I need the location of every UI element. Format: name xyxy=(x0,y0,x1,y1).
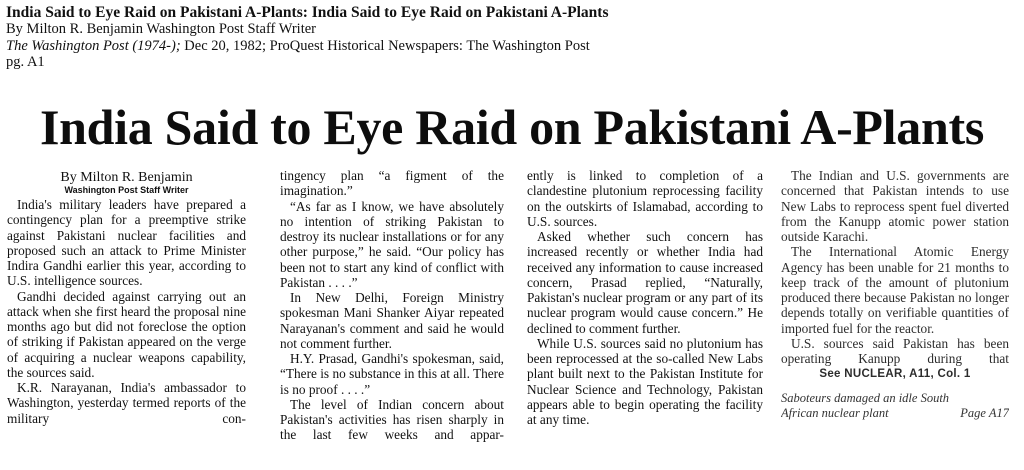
related-story-title-line: Saboteurs damaged an idle South xyxy=(781,391,950,406)
article-paragraph: While U.S. sources said no plutonium has been reprocessed at the so-called New Labs plant built next to the Pakistan Institute for Nuclear Science and Technology, Pakistan appears able to begin operating the facility at any time. xyxy=(527,335,763,427)
article-paragraph: tingency plan “a figment of the imagination.” xyxy=(280,168,504,199)
article-paragraph: “As far as I know, we have absolutely no intention of striking Pakistan to destroy its nuclear installations or for any other purpose,” he said. “Our policy has been not to start any kind of conflict with Pakistan . . . .” xyxy=(280,198,504,290)
article-paragraph: India's military leaders have prepared a contingency plan for a preemptive strike against Pakistani nuclear facilities and proposed such an attack to Prime Minister Indira Gandhi earlier this year, according to U.S. intelligence sources. xyxy=(7,197,246,289)
citation-source xyxy=(6,38,1016,55)
article-paragraph: ently is linked to completion of a clandestine plutonium reprocessing facility on the outskirts of Islamabad, according to U.S. sources. xyxy=(527,168,763,229)
article-paragraph: The Indian and U.S. governments are concerned that Pakistan intends to use New Labs to reprocess spent fuel diverted from the Kanupp atomic power station outside Karachi. xyxy=(781,168,1009,244)
related-story-teaser xyxy=(781,391,1009,421)
article-headline: India Said to Eye Raid on Pakistani A-Plants xyxy=(40,99,984,155)
citation-page: pg. A1 xyxy=(6,54,45,70)
citation-title: India Said to Eye Raid on Pakistani A-Plants: India Said to Eye Raid on Pakistani A-Plants xyxy=(6,4,609,21)
article-column-2 xyxy=(280,168,504,468)
article-paragraph: The International Atomic Energy Agency has been unable for 21 months to keep track of the amount of plutonium produced there because Pakistan no longer depends totally on verifiable quantities of imported fuel for the reactor. xyxy=(781,244,1009,336)
article-paragraph: The level of Indian concern about Pakistan's activities has risen sharply in the last few weeks and appar- xyxy=(280,396,504,443)
article-column-3 xyxy=(527,168,763,468)
byline-title: Washington Post Staff Writer xyxy=(64,185,189,195)
article-paragraph: Gandhi decided against carrying out an attack when she first heard the proposal nine months ago but did not foreclose the option of striking if Pakistan appeared on the verge of acquiring a nuclear weapons capability, the sources said. xyxy=(7,288,246,380)
article-paragraph: Asked whether such concern has increased recently or whether India had received any information to cause increased concern, Prasad replied, “Naturally, Pakistan's nuclear program or any part of its nuclear program would cause concern.” He declined to comment further. xyxy=(527,229,763,336)
article-paragraph: U.S. sources said Pakistan has been operating Kanupp during that xyxy=(781,335,1009,366)
article-paragraph: K.R. Narayanan, India's ambassador to Washington, yesterday termed reports of the military con- xyxy=(7,380,246,426)
citation-header xyxy=(6,4,1016,71)
article-column-4 xyxy=(781,168,1009,468)
article-column-1 xyxy=(7,168,246,468)
byline: By Milton R. Benjamin xyxy=(60,170,193,185)
related-story-title-line: African nuclear plant xyxy=(781,406,889,421)
related-story-page: Page A17 xyxy=(960,406,1009,421)
citation-source-details: Dec 20, 1982; ProQuest Historical Newspapers: The Washington Post xyxy=(180,37,590,54)
citation-source-publication: The Washington Post (1974-); xyxy=(6,37,181,54)
article-paragraph: H.Y. Prasad, Gandhi's spokesman, said, “There is no substance in this at all. There is no proof . . . .” xyxy=(280,351,504,397)
article-paragraph: In New Delhi, Foreign Ministry spokesman Mani Shanker Aiyar repeated Narayanan's comment and said he would not comment further. xyxy=(280,290,504,351)
continuation-jump-line: See NUCLEAR, A11, Col. 1 xyxy=(819,368,971,381)
citation-author: By Milton R. Benjamin Washington Post Staff Writer xyxy=(6,21,317,37)
related-story-title xyxy=(781,391,949,421)
